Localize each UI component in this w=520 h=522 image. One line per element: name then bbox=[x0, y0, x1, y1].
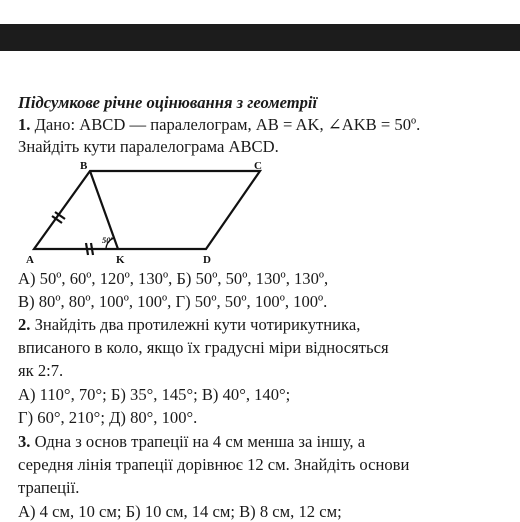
question-2-text-line-2: вписаного в коло, якщо їх градусні міри відносяться bbox=[18, 338, 389, 357]
vertex-label-a: A bbox=[26, 254, 34, 266]
vertex-label-d: D bbox=[203, 254, 211, 266]
parallelogram-figure bbox=[20, 159, 280, 267]
vertex-label-b: B bbox=[80, 160, 88, 172]
dark-header-bar bbox=[0, 24, 520, 51]
question-2-text-line-1 bbox=[18, 315, 360, 335]
angle-label-akb: 50º bbox=[102, 235, 114, 245]
parallelogram-abcd bbox=[34, 171, 260, 249]
question-1-given: Дано: ABCD — паралелограм, AB = AK, ∠AKB = 50º. bbox=[30, 115, 421, 134]
question-3-number: 3. bbox=[18, 432, 31, 451]
question-1-answers-line-1: А) 50º, 60º, 120º, 130º, Б) 50º, 50º, 130º, 130º, bbox=[18, 269, 329, 288]
question-1-text-line-2: Знайдіть кути паралелограма ABCD. bbox=[18, 137, 279, 156]
question-3-text-line-3: трапеції. bbox=[18, 478, 80, 497]
question-2-text-line-3: як 2:7. bbox=[18, 361, 64, 380]
question-2-answers-line-2: Г) 60°, 210°; Д) 80°, 100°. bbox=[18, 408, 198, 427]
worksheet-title: Підсумкове річне оцінювання з геометрії bbox=[18, 93, 318, 112]
tick-mark-ak-1 bbox=[86, 243, 88, 255]
question-3-text-start: Одна з основ трапеції на 4 см менша за іншу, а bbox=[30, 432, 366, 451]
top-margin bbox=[0, 0, 520, 24]
vertex-label-c: C bbox=[254, 160, 262, 172]
question-3-text-line-1 bbox=[18, 432, 365, 452]
question-2-text-start: Знайдіть два протилежні кути чотирикутника, bbox=[30, 315, 361, 334]
worksheet-page bbox=[0, 51, 520, 520]
question-1-text-line-1 bbox=[18, 115, 420, 135]
question-1-number: 1. bbox=[18, 115, 31, 134]
point-label-k: K bbox=[116, 254, 125, 266]
question-3-answers-line-1: А) 4 см, 10 см; Б) 10 см, 14 см; В) 8 см, 12 см; bbox=[18, 502, 342, 521]
question-3-text-line-2: середня лінія трапеції дорівнює 12 см. Знайдіть основи bbox=[18, 455, 410, 474]
tick-mark-ak-2 bbox=[91, 243, 93, 255]
question-2-answers-line-1: А) 110°, 70°; Б) 35°, 145°; В) 40°, 140°; bbox=[18, 385, 291, 404]
question-1-answers-line-2: В) 80º, 80º, 100º, 100º, Г) 50º, 50º, 100º, 100º. bbox=[18, 292, 328, 311]
question-2-number: 2. bbox=[18, 315, 31, 334]
